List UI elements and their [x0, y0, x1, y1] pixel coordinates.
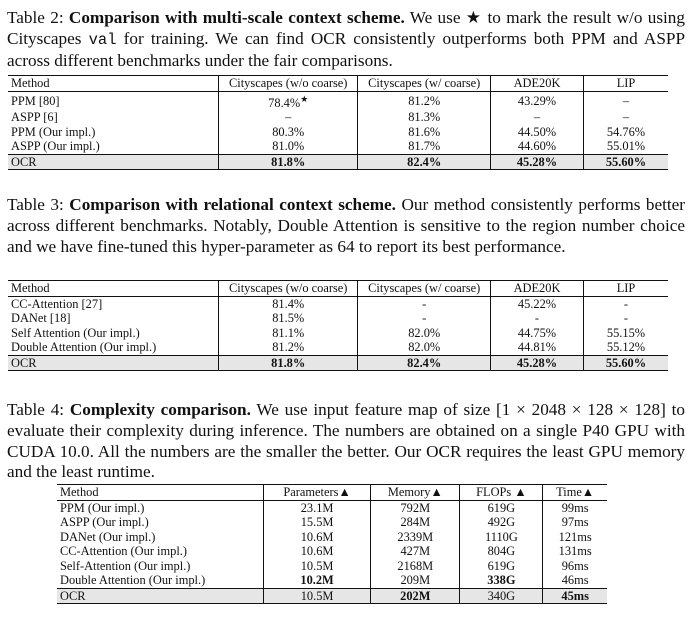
- table2-caption-title: Comparison with multi-scale context scheme.: [68, 8, 405, 27]
- value-cell: 81.0%: [219, 139, 358, 154]
- value-cell: 45.28%: [491, 355, 584, 371]
- method-cell: Double Attention (Our impl.): [60, 573, 206, 587]
- table-row: [8, 326, 668, 341]
- value-cell: 81.8%: [219, 355, 358, 371]
- value-cell: 82.4%: [358, 154, 491, 170]
- value-cell: 10.2M: [264, 573, 371, 588]
- value-cell: 619G: [460, 500, 543, 515]
- table3-col-cs-w: Cityscapes (w/ coarse): [358, 281, 491, 297]
- table-row-highlight: [8, 154, 668, 170]
- value-cell: 81.5%: [219, 311, 358, 326]
- value-cell: 492G: [460, 515, 543, 530]
- value-cell: 338G: [460, 573, 543, 588]
- table2-caption-post: for training. We can find OCR consistently outperforms both PPM and ASPP across different benchmarks under the fair comparisons.: [7, 28, 686, 70]
- method-cell: Self-Attention (Our impl.): [60, 558, 191, 573]
- table4-caption-block: [7, 400, 685, 483]
- table4-header-row: [57, 485, 607, 501]
- value-cell: 81.6%: [358, 125, 491, 140]
- table2-caption-pre: We use: [409, 8, 461, 27]
- value-cell: 80.3%: [219, 125, 358, 140]
- value-cell: 82.4%: [358, 355, 491, 371]
- table4-col-flops: FLOPs ▲: [460, 485, 543, 501]
- table3-caption-title: Comparison with relational context scheme.: [69, 195, 396, 214]
- value-cell: -: [358, 296, 491, 311]
- table2: [8, 75, 668, 170]
- value-cell: 209M: [371, 573, 460, 588]
- table3-col-ade: ADE20K: [491, 281, 584, 297]
- value-cell: 121ms: [543, 530, 607, 545]
- value-cell: -: [491, 311, 584, 326]
- table3-col-cs-wo: Cityscapes (w/o coarse): [219, 281, 358, 297]
- method-cell: PPM (Our impl.): [11, 124, 96, 139]
- table3-caption-label: Table 3:: [7, 195, 64, 214]
- value-cell: 99ms: [543, 500, 607, 515]
- value-cell: 284M: [371, 515, 460, 530]
- value-cell: 81.4%: [219, 296, 358, 311]
- value-cell: 15.5M: [264, 515, 371, 530]
- value-cell: 55.15%: [584, 326, 669, 341]
- table-row: [57, 530, 607, 545]
- value-cell: 792M: [371, 500, 460, 515]
- value-cell: 10.5M: [264, 588, 371, 604]
- method-cell: CC-Attention (Our impl.): [60, 544, 187, 558]
- value-cell: 804G: [460, 544, 543, 559]
- method-cell: CC-Attention [27]: [11, 296, 103, 311]
- table-row: [57, 559, 607, 574]
- value-cell: 55.60%: [584, 355, 669, 371]
- table-row-highlight: [8, 355, 668, 371]
- table3: [8, 280, 668, 371]
- method-cell: OCR: [8, 154, 219, 170]
- table2-col-cs-w: Cityscapes (w/ coarse): [358, 76, 491, 92]
- method-cell: OCR: [57, 588, 264, 604]
- table2-col-method: Method: [8, 76, 219, 92]
- method-cell: PPM [80]: [11, 93, 60, 108]
- value-cell: 81.3%: [358, 110, 491, 125]
- value-cell: 46ms: [543, 573, 607, 588]
- table3-header-row: [8, 281, 668, 297]
- value-cell: -: [584, 311, 669, 326]
- value-cell: 131ms: [543, 544, 607, 559]
- method-cell: DANet (Our impl.): [60, 529, 156, 544]
- value-cell: 82.0%: [358, 326, 491, 341]
- table2-col-ade: ADE20K: [491, 76, 584, 92]
- value-cell: 43.29%: [491, 91, 584, 110]
- table-row: [8, 91, 668, 110]
- value-cell: 81.8%: [219, 154, 358, 170]
- value-cell: 10.6M: [264, 530, 371, 545]
- value-cell: 97ms: [543, 515, 607, 530]
- value-cell: 44.50%: [491, 125, 584, 140]
- table3-col-method: Method: [8, 281, 219, 297]
- value-cell: 10.6M: [264, 544, 371, 559]
- value-cell: 55.01%: [584, 139, 669, 154]
- value-cell: 2168M: [371, 559, 460, 574]
- method-cell: PPM (Our impl.): [60, 500, 145, 515]
- table-row: [8, 311, 668, 326]
- table2-caption-block: [7, 8, 685, 71]
- value-cell: 81.2%: [358, 91, 491, 110]
- method-cell: ASPP (Our impl.): [60, 515, 149, 529]
- value-cell: 81.1%: [219, 326, 358, 341]
- table4-caption-label: Table 4:: [7, 400, 65, 419]
- method-cell: ASPP [6]: [11, 110, 58, 125]
- value-cell: –: [584, 91, 669, 110]
- table4-caption-text: We use input feature map of size [1 × 2048 × 128 × 128] to evaluate their complexity during inference. The numbers are obtained on a single P40 GPU with CUDA 10.0. All the numbers are the smaller the better. Our OCR requires the least GPU memory and the least runtime.: [7, 400, 685, 482]
- table4-col-time: Time▲: [543, 485, 607, 501]
- value-cell: 10.5M: [264, 559, 371, 574]
- value-cell: 427M: [371, 544, 460, 559]
- table2-col-lip: LIP: [584, 76, 669, 92]
- table3-caption: [7, 195, 685, 257]
- table3-col-lip: LIP: [584, 281, 669, 297]
- value-cell: 44.81%: [491, 340, 584, 355]
- table-row: [8, 125, 668, 140]
- table2-caption: [7, 8, 685, 71]
- table4-caption-title: Complexity comparison.: [69, 400, 251, 419]
- table-row: [8, 139, 668, 154]
- value-cell: –: [584, 110, 669, 125]
- value-cell: -: [584, 296, 669, 311]
- table-row: [8, 296, 668, 311]
- value-cell: 23.1M: [264, 500, 371, 515]
- table2-caption-mid: to mark the result w/o using Cityscapes: [7, 8, 685, 48]
- value-cell: -: [358, 311, 491, 326]
- value-cell: 45ms: [543, 588, 607, 604]
- table-row-highlight: [57, 588, 607, 604]
- table4-caption: [7, 400, 685, 483]
- table-row: [57, 515, 607, 530]
- table2-header-row: [8, 76, 668, 92]
- value-cell: 44.75%: [491, 326, 584, 341]
- value-cell: 78.4%★: [219, 91, 358, 110]
- method-cell: ASPP (Our impl.): [11, 139, 100, 154]
- value-cell: 2339M: [371, 530, 460, 545]
- table-row: [57, 573, 607, 588]
- value-cell: 54.76%: [584, 125, 669, 140]
- value-cell: –: [219, 110, 358, 125]
- table-row: [8, 110, 668, 125]
- table-row: [57, 500, 607, 515]
- value-cell: 81.2%: [219, 340, 358, 355]
- method-cell: Double Attention (Our impl.): [11, 340, 157, 354]
- value-cell: 82.0%: [358, 340, 491, 355]
- table4: [57, 484, 607, 604]
- table4-col-method: Method: [57, 485, 264, 501]
- value-cell: 202M: [371, 588, 460, 604]
- value-cell: 55.12%: [584, 340, 669, 355]
- table2-col-cs-wo: Cityscapes (w/o coarse): [219, 76, 358, 92]
- value-cell: 1110G: [460, 530, 543, 545]
- value-cell: 44.60%: [491, 139, 584, 154]
- value-cell: 55.60%: [584, 154, 669, 170]
- method-cell: OCR: [8, 355, 219, 371]
- value-cell: 81.7%: [358, 139, 491, 154]
- table4-col-memory: Memory▲: [371, 485, 460, 501]
- table2-caption-label: Table 2:: [7, 8, 64, 27]
- method-cell: Self Attention (Our impl.): [11, 325, 140, 340]
- value-cell: 340G: [460, 588, 543, 604]
- table3-caption-block: [7, 195, 685, 257]
- table2-caption-code: val: [88, 30, 117, 49]
- value-cell: 45.22%: [491, 296, 584, 311]
- value-cell: 96ms: [543, 559, 607, 574]
- method-cell: DANet [18]: [11, 311, 71, 325]
- star-icon: ★: [465, 8, 483, 27]
- value-cell: 619G: [460, 559, 543, 574]
- table4-col-params: Parameters▲: [264, 485, 371, 501]
- table-row: [8, 340, 668, 355]
- table-row: [57, 544, 607, 559]
- value-cell: 45.28%: [491, 154, 584, 170]
- value-cell: –: [491, 110, 584, 125]
- table3-caption-text: Our method consistently performs better across different benchmarks. Notably, Double Attention is sensitive to the region number choice and we have fine-tuned this hyper-parameter as 64 to report its best performance.: [7, 195, 686, 256]
